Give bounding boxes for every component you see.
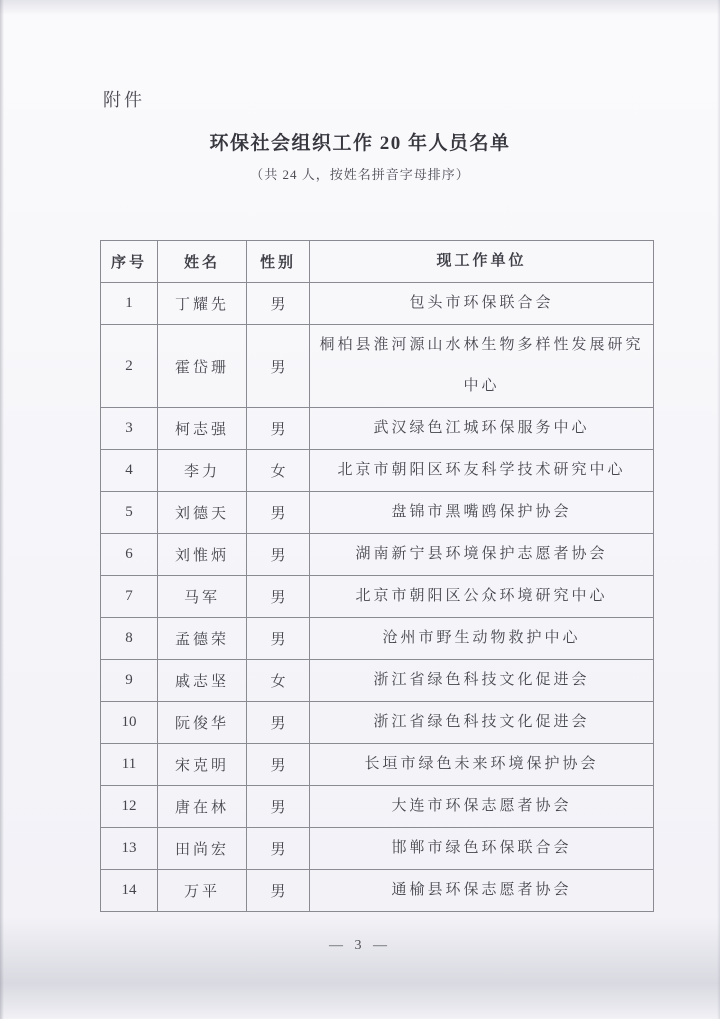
cell-work-unit: 北京市朝阳区公众环境研究中心	[310, 576, 654, 618]
page-subtitle: （共 24 人，按姓名拼音字母排序）	[250, 167, 470, 182]
cell-serial-number: 5	[101, 492, 158, 534]
cell-name: 丁耀先	[158, 283, 247, 325]
cell-gender: 男	[247, 283, 310, 325]
cell-gender: 女	[247, 450, 310, 492]
cell-work-unit: 通榆县环保志愿者协会	[310, 870, 654, 912]
cell-serial-number: 6	[101, 534, 158, 576]
cell-serial-number: 1	[101, 283, 158, 325]
cell-name: 田尚宏	[158, 828, 247, 870]
cell-work-unit: 湖南新宁县环境保护志愿者协会	[310, 534, 654, 576]
table-row	[101, 744, 654, 786]
column-header-org: 现工作单位	[310, 241, 654, 283]
table-row	[101, 283, 654, 325]
cell-name: 孟德荣	[158, 618, 247, 660]
cell-work-unit: 桐柏县淮河源山水林生物多样性发展研究中心	[310, 325, 654, 408]
cell-gender: 男	[247, 744, 310, 786]
table-row	[101, 576, 654, 618]
cell-name: 刘德天	[158, 492, 247, 534]
cell-name: 柯志强	[158, 408, 247, 450]
table-header-row	[101, 241, 654, 283]
cell-serial-number: 12	[101, 786, 158, 828]
cell-gender: 男	[247, 325, 310, 408]
cell-work-unit: 浙江省绿色科技文化促进会	[310, 702, 654, 744]
cell-name: 马军	[158, 576, 247, 618]
table-row	[101, 618, 654, 660]
cell-gender: 男	[247, 534, 310, 576]
cell-gender: 男	[247, 828, 310, 870]
cell-work-unit: 邯郸市绿色环保联合会	[310, 828, 654, 870]
cell-work-unit: 盘锦市黑嘴鸥保护协会	[310, 492, 654, 534]
table-row	[101, 786, 654, 828]
cell-name: 李力	[158, 450, 247, 492]
cell-name: 万平	[158, 870, 247, 912]
cell-work-unit: 武汉绿色江城环保服务中心	[310, 408, 654, 450]
table-row	[101, 450, 654, 492]
cell-gender: 男	[247, 576, 310, 618]
cell-serial-number: 14	[101, 870, 158, 912]
cell-serial-number: 8	[101, 618, 158, 660]
column-header-no: 序号	[101, 241, 158, 283]
table-row	[101, 492, 654, 534]
cell-gender: 男	[247, 702, 310, 744]
column-header-gender: 性别	[247, 241, 310, 283]
cell-gender: 女	[247, 660, 310, 702]
table-row	[101, 870, 654, 912]
page-number: — 3 —	[329, 938, 391, 953]
cell-gender: 男	[247, 408, 310, 450]
attachment-label: 附件	[103, 90, 145, 110]
cell-work-unit: 浙江省绿色科技文化促进会	[310, 660, 654, 702]
cell-work-unit: 沧州市野生动物救护中心	[310, 618, 654, 660]
table-row	[101, 325, 654, 408]
cell-serial-number: 2	[101, 325, 158, 408]
cell-gender: 男	[247, 492, 310, 534]
cell-name: 霍岱珊	[158, 325, 247, 408]
cell-serial-number: 9	[101, 660, 158, 702]
cell-name: 戚志坚	[158, 660, 247, 702]
table-row	[101, 660, 654, 702]
table-row	[101, 702, 654, 744]
cell-serial-number: 10	[101, 702, 158, 744]
table-row	[101, 408, 654, 450]
cell-gender: 男	[247, 870, 310, 912]
page-title: 环保社会组织工作 20 年人员名单	[209, 133, 511, 154]
cell-name: 阮俊华	[158, 702, 247, 744]
cell-serial-number: 3	[101, 408, 158, 450]
cell-serial-number: 13	[101, 828, 158, 870]
cell-work-unit: 北京市朝阳区环友科学技术研究中心	[310, 450, 654, 492]
cell-serial-number: 7	[101, 576, 158, 618]
cell-name: 宋克明	[158, 744, 247, 786]
cell-name: 刘惟炳	[158, 534, 247, 576]
cell-name: 唐在林	[158, 786, 247, 828]
cell-gender: 男	[247, 786, 310, 828]
cell-work-unit: 长垣市绿色未来环境保护协会	[310, 744, 654, 786]
roster-table	[100, 240, 654, 912]
cell-work-unit: 包头市环保联合会	[310, 283, 654, 325]
cell-serial-number: 4	[101, 450, 158, 492]
table-row	[101, 828, 654, 870]
table-row	[101, 534, 654, 576]
column-header-name: 姓名	[158, 241, 247, 283]
cell-gender: 男	[247, 618, 310, 660]
cell-serial-number: 11	[101, 744, 158, 786]
cell-work-unit: 大连市环保志愿者协会	[310, 786, 654, 828]
